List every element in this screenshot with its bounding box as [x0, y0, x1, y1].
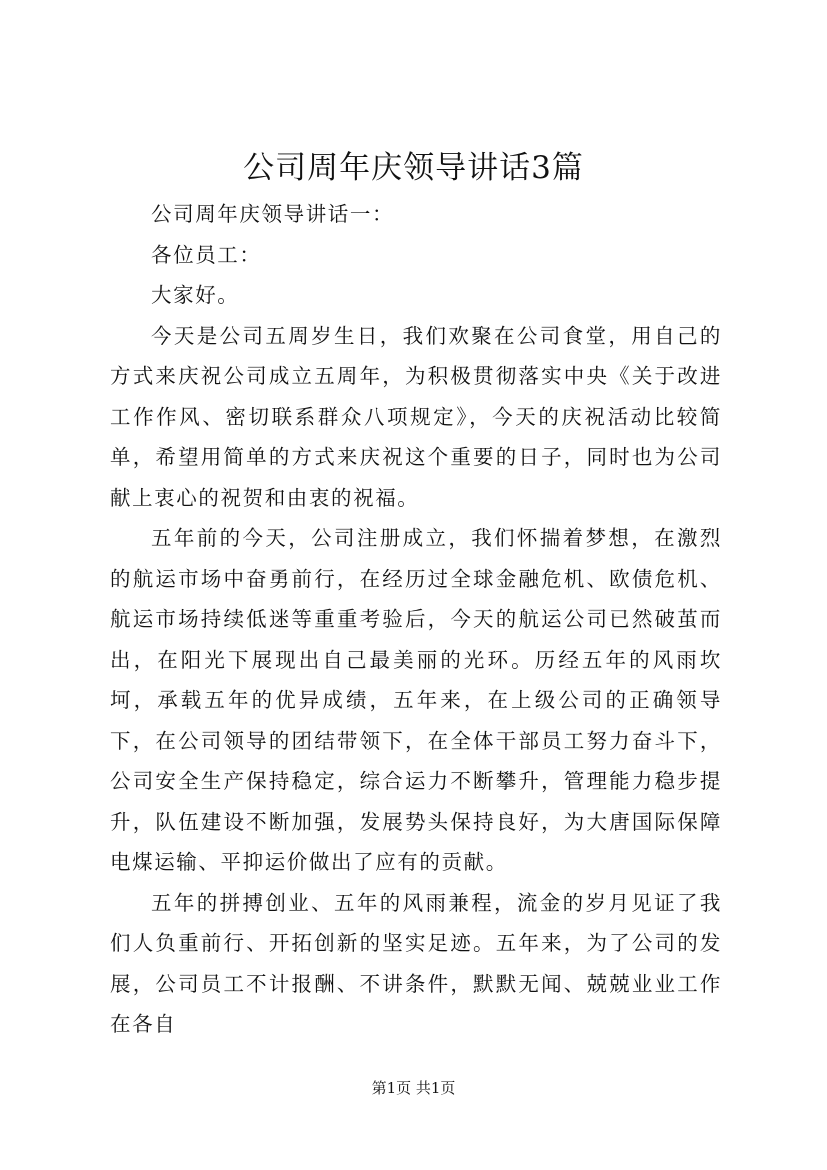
- paragraph-heading: 公司周年庆领导讲话一：: [151, 202, 395, 226]
- document-title: 公司周年庆领导讲话3篇: [243, 150, 584, 186]
- page-footer: 第1页 共1页: [371, 1079, 456, 1097]
- paragraph-body-1: 今天是公司五周岁生日，我们欢聚在公司食堂，用自己的方式来庆祝公司成立五周年，为积极贯彻落实中央《关于改进工作作风、密切联系群众八项规定》，今天的庆祝活动比较简单，希望用简单的方式来庆祝这个重要的日子，同时也为公司献上衷心的祝贺和由衷的祝福。: [110, 323, 722, 510]
- paragraph-salutation: 各位员工：: [151, 242, 262, 267]
- paragraph-body-2: 五年前的今天，公司注册成立，我们怀揣着梦想，在激烈的航运市场中奋勇前行，在经历过全球金融危机、欧债危机、航运市场持续低迷等重重考验后，今天的航运公司已然破茧而出，在阳光下展现出自己最美丽的光环。历经五年的风雨坎坷，承载五年的优异成绩，五年来，在上级公司的正确领导下，在公司领导的团结带领下，在全体干部员工努力奋斗下，公司安全生产保持稳定，综合运力不断攀升，管理能力稳步提升，队伍建设不断加强，发展势头保持良好，为大唐国际保障电煤运输、平抑运价做出了应有的贡献。: [110, 526, 722, 874]
- document-body: [110, 194, 722, 1045]
- paragraph-body-3: 五年的拼搏创业、五年的风雨兼程，流金的岁月见证了我们人负重前行、开拓创新的坚实足迹。五年来，为了公司的发展，公司员工不计报酬、不讲条件，默默无闻、兢兢业业工作在各自: [110, 890, 722, 1036]
- paragraph-greeting: 大家好。: [151, 283, 240, 307]
